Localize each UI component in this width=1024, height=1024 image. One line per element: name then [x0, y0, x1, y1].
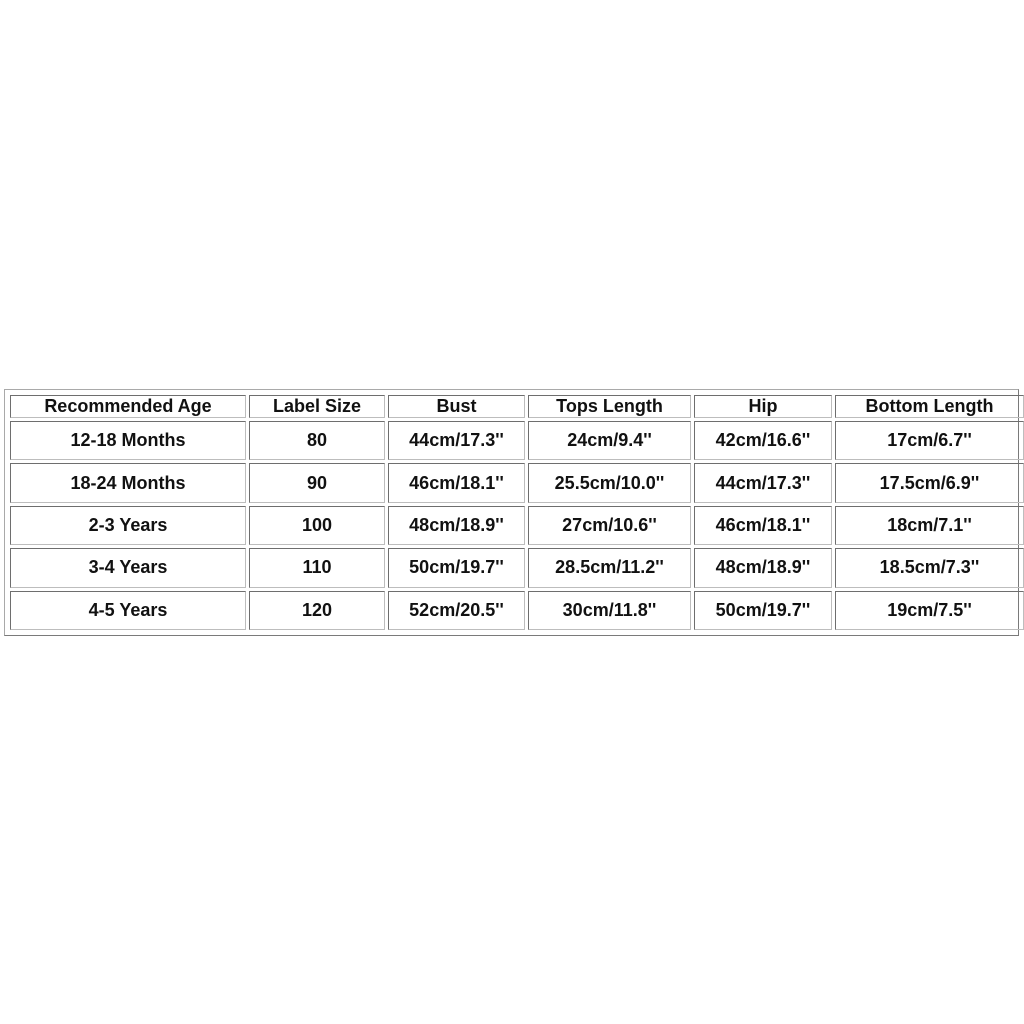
- cell-tops-length: 27cm/10.6'': [528, 506, 691, 545]
- cell-hip: 48cm/18.9'': [694, 548, 832, 587]
- cell-label-size: 120: [249, 591, 385, 630]
- cell-label-size: 100: [249, 506, 385, 545]
- size-chart-table-frame: [4, 389, 1019, 636]
- cell-age: 18-24 Months: [10, 463, 246, 502]
- table-row: [10, 421, 1024, 460]
- cell-hip: 50cm/19.7'': [694, 591, 832, 630]
- cell-bust: 48cm/18.9'': [388, 506, 525, 545]
- cell-hip: 46cm/18.1'': [694, 506, 832, 545]
- cell-bottom-length: 19cm/7.5'': [835, 591, 1024, 630]
- cell-label-size: 80: [249, 421, 385, 460]
- table-header-row: [10, 395, 1024, 418]
- header-tops-length: Tops Length: [528, 395, 691, 418]
- cell-tops-length: 28.5cm/11.2'': [528, 548, 691, 587]
- cell-bottom-length: 17.5cm/6.9'': [835, 463, 1024, 502]
- header-bottom-length: Bottom Length: [835, 395, 1024, 418]
- cell-age: 12-18 Months: [10, 421, 246, 460]
- header-label-size: Label Size: [249, 395, 385, 418]
- header-recommended-age: Recommended Age: [10, 395, 246, 418]
- cell-tops-length: 24cm/9.4'': [528, 421, 691, 460]
- cell-bottom-length: 17cm/6.7'': [835, 421, 1024, 460]
- cell-bust: 50cm/19.7'': [388, 548, 525, 587]
- header-hip: Hip: [694, 395, 832, 418]
- cell-bottom-length: 18cm/7.1'': [835, 506, 1024, 545]
- cell-bust: 46cm/18.1'': [388, 463, 525, 502]
- cell-bust: 52cm/20.5'': [388, 591, 525, 630]
- cell-bottom-length: 18.5cm/7.3'': [835, 548, 1024, 587]
- cell-hip: 44cm/17.3'': [694, 463, 832, 502]
- table-row: [10, 548, 1024, 587]
- cell-label-size: 110: [249, 548, 385, 587]
- cell-bust: 44cm/17.3'': [388, 421, 525, 460]
- cell-age: 4-5 Years: [10, 591, 246, 630]
- cell-label-size: 90: [249, 463, 385, 502]
- table-row: [10, 591, 1024, 630]
- cell-tops-length: 30cm/11.8'': [528, 591, 691, 630]
- header-bust: Bust: [388, 395, 525, 418]
- cell-tops-length: 25.5cm/10.0'': [528, 463, 691, 502]
- size-chart-table: [7, 392, 1024, 633]
- table-row: [10, 506, 1024, 545]
- table-row: [10, 463, 1024, 502]
- cell-age: 3-4 Years: [10, 548, 246, 587]
- cell-hip: 42cm/16.6'': [694, 421, 832, 460]
- cell-age: 2-3 Years: [10, 506, 246, 545]
